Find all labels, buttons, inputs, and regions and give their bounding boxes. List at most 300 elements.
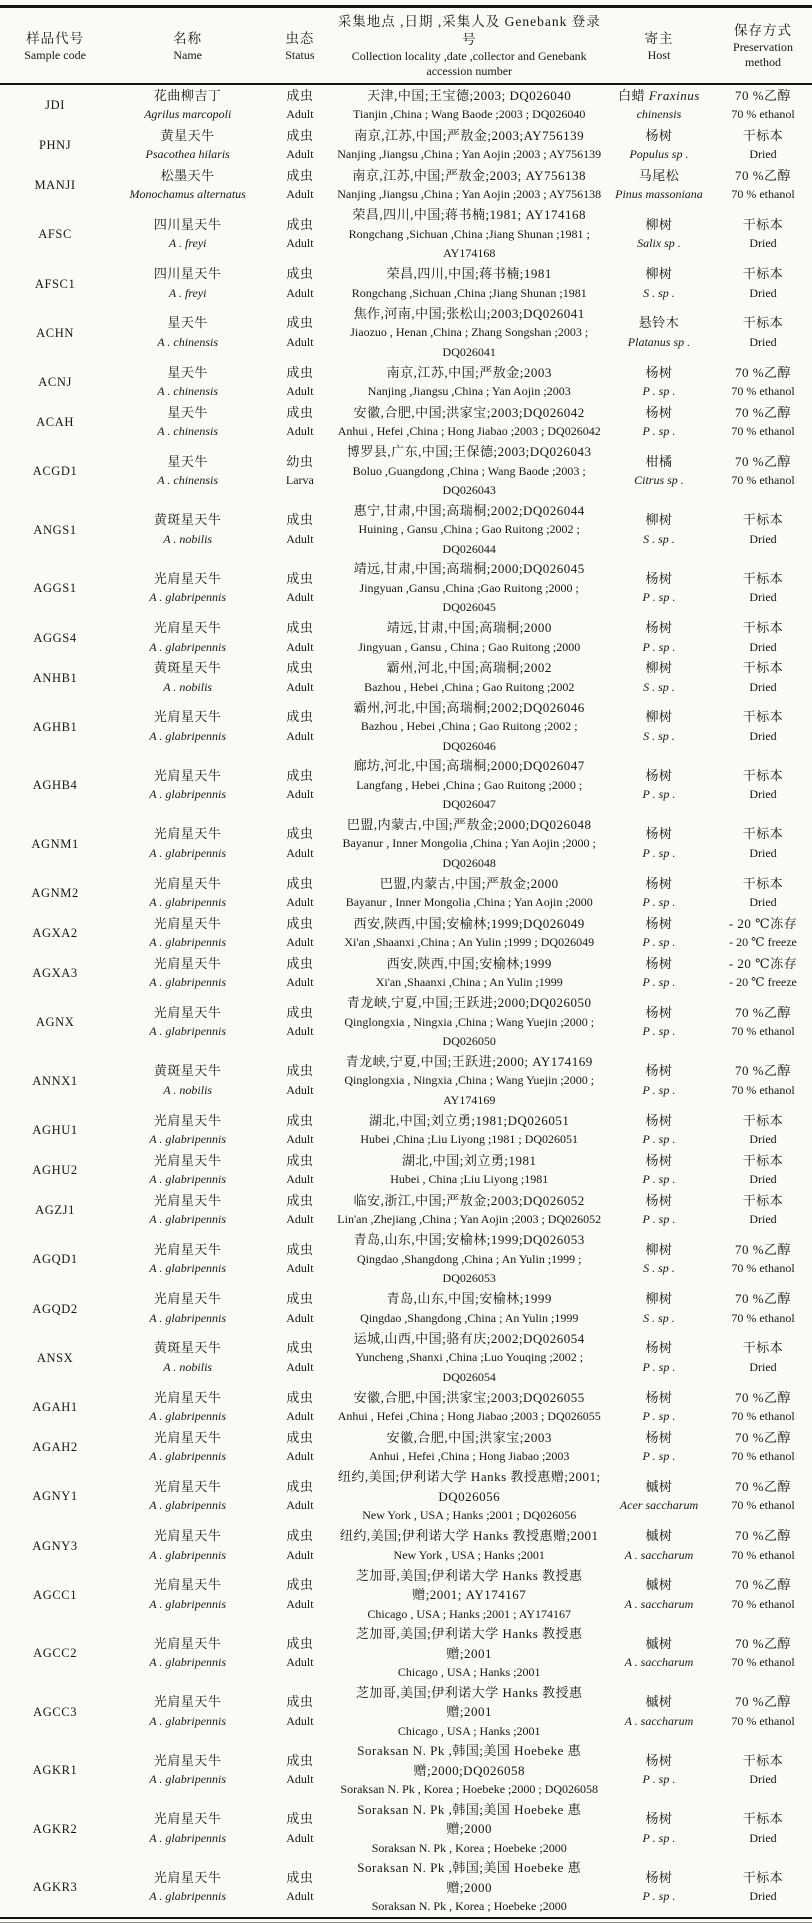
column-header-preservation: [714, 7, 812, 85]
host-cn: 柑橘: [645, 453, 673, 469]
sample-code: AGAH2: [32, 1440, 78, 1454]
preservation-cn: 干标本: [742, 1112, 784, 1128]
cell-name: [110, 165, 265, 205]
preservation-cn: 干标本: [742, 660, 784, 675]
name-latin: A . glabripennis: [149, 1132, 227, 1146]
sample-code: AGKR1: [32, 1763, 78, 1778]
cell-host: [604, 205, 714, 264]
host-cn: 柳树: [645, 266, 673, 281]
preservation-en: Dried: [749, 1172, 777, 1186]
cell-host: [604, 1427, 714, 1467]
status-en: Adult: [286, 1082, 314, 1097]
host-latin: P . sp .: [642, 384, 676, 398]
status-en: Adult: [286, 1310, 314, 1325]
cell-preservation: [714, 125, 812, 165]
preservation-cn: 干标本: [742, 767, 784, 783]
preservation-en: 70 % ethanol: [731, 1024, 795, 1039]
cell-host: [604, 993, 714, 1052]
status-cn: 成虫: [286, 1389, 314, 1405]
table-header: [0, 7, 812, 85]
name-latin: A . freyi: [168, 236, 207, 251]
cell-collection: [335, 1858, 604, 1918]
table-row: [0, 125, 812, 165]
preservation-cn: 70 %乙醇: [734, 87, 792, 103]
cell-status: [265, 1289, 334, 1329]
collection-en: Nanjing ,Jiangsu ,China ; Yan Aojin ;2003: [367, 384, 571, 398]
preservation-cn: 干标本: [742, 709, 784, 725]
status-cn: 成虫: [286, 1577, 314, 1593]
cell-collection: [335, 1190, 604, 1230]
cell-host: [604, 402, 714, 442]
name-latin: Psacothea hilaris: [145, 147, 230, 161]
preservation-cn: 干标本: [742, 620, 784, 635]
name-latin: A . glabripennis: [149, 1596, 227, 1611]
status-cn: 成虫: [286, 570, 314, 586]
cell-name: [110, 1190, 265, 1230]
cell-status: [265, 698, 334, 757]
specimen-table: [0, 5, 812, 1919]
status-cn: 成虫: [286, 87, 314, 103]
status-cn: 成虫: [286, 404, 314, 420]
status-cn: 成虫: [286, 1241, 314, 1257]
status-en: Adult: [286, 728, 314, 743]
preservation-en: Dried: [749, 1889, 777, 1904]
cell-collection: [335, 953, 604, 993]
name-cn: 光肩星天牛: [153, 1694, 222, 1710]
status-cn: 成虫: [286, 315, 314, 331]
cell-name: [110, 1427, 265, 1467]
header-sample-code-en: Sample code: [24, 47, 86, 62]
sample-code: AFSC: [38, 227, 72, 242]
cell-preservation: [714, 402, 812, 442]
name-latin: A . glabripennis: [149, 728, 227, 743]
name-latin: A . glabripennis: [149, 639, 227, 654]
cell-preservation: [714, 1741, 812, 1800]
host-cn: 槭树: [645, 1635, 673, 1651]
status-cn: 幼虫: [286, 453, 314, 469]
cell-collection: [335, 1624, 604, 1683]
table-body: [0, 84, 812, 1918]
status-en: Adult: [286, 107, 314, 121]
cell-preservation: [714, 1329, 812, 1388]
cell-preservation: [714, 559, 812, 618]
name-cn: 光肩星天牛: [153, 1192, 222, 1208]
collection-cn: 霸州,河北,中国;高瑞桐;2002: [386, 660, 552, 675]
cell-preservation: [714, 264, 812, 304]
cell-name: [110, 815, 265, 874]
sample-code: AGAH1: [32, 1400, 78, 1414]
cell-sample-code: [0, 1566, 110, 1625]
cell-collection: [335, 993, 604, 1052]
collection-en: Jiaozuo , Henan ,China ; Zhang Songshan ;2003 ; DQ026041: [350, 325, 589, 359]
host-latin: Pinus massoniana: [615, 187, 703, 201]
preservation-en: Dried: [749, 679, 777, 694]
table-row: [0, 304, 812, 363]
name-latin: A . glabripennis: [149, 1713, 227, 1728]
cell-preservation: [714, 304, 812, 363]
name-cn: 光肩星天牛: [153, 1112, 222, 1128]
collection-cn: Soraksan N. Pk ,韩国;美国 Hoebeke 惠赠;2000;DQ026058: [357, 1743, 582, 1778]
table-row: [0, 658, 812, 698]
preservation-en: 70 % ethanol: [731, 1596, 795, 1611]
cell-collection: [335, 264, 604, 304]
cell-preservation: [714, 1624, 812, 1683]
cell-name: [110, 698, 265, 757]
status-cn: 成虫: [286, 955, 314, 971]
cell-host: [604, 618, 714, 658]
cell-collection: [335, 304, 604, 363]
cell-status: [265, 815, 334, 874]
cell-sample-code: [0, 1741, 110, 1800]
name-latin: A . chinensis: [157, 334, 219, 349]
status-en: Adult: [286, 1772, 314, 1787]
cell-name: [110, 442, 265, 501]
preservation-cn: 70 %乙醇: [734, 1291, 792, 1306]
table-row: [0, 1052, 812, 1111]
name-cn: 光肩星天牛: [153, 1389, 222, 1405]
collection-cn: 廊坊,河北,中国;高瑞桐;2000;DQ026047: [353, 758, 585, 773]
host-cn: 杨树: [645, 364, 673, 380]
sample-code: AGXA2: [32, 926, 78, 940]
name-cn: 黄斑星天牛: [153, 660, 222, 675]
status-en: Adult: [286, 1261, 314, 1276]
cell-sample-code: [0, 1858, 110, 1918]
status-en: Adult: [286, 1498, 314, 1513]
sample-code: ACAH: [36, 415, 74, 429]
name-cn: 星天牛: [167, 315, 208, 331]
status-en: Adult: [286, 1172, 314, 1186]
cell-host: [604, 913, 714, 953]
cell-status: [265, 953, 334, 993]
name-latin: A . glabripennis: [149, 845, 227, 860]
status-en: Adult: [286, 187, 314, 201]
name-cn: 光肩星天牛: [153, 875, 222, 891]
cell-status: [265, 165, 334, 205]
cell-sample-code: [0, 993, 110, 1052]
status-cn: 成虫: [286, 512, 314, 528]
sample-code: AGHB4: [32, 778, 78, 793]
status-en: Adult: [286, 590, 314, 605]
preservation-en: 70 % ethanol: [731, 1498, 795, 1513]
cell-collection: [335, 84, 604, 125]
status-cn: 成虫: [286, 1811, 314, 1827]
cell-status: [265, 362, 334, 402]
cell-host: [604, 815, 714, 874]
collection-en: Jingyuan ,Gansu ,China ;Gao Ruitong ;2000 ; DQ026045: [359, 580, 579, 614]
cell-sample-code: [0, 84, 110, 125]
cell-name: [110, 304, 265, 363]
table-row: [0, 993, 812, 1052]
cell-preservation: [714, 953, 812, 993]
host-latin: chinensis: [636, 107, 682, 121]
cell-status: [265, 1110, 334, 1150]
cell-sample-code: [0, 165, 110, 205]
collection-cn: 南京,江苏,中国;严敖金;2003;AY756139: [354, 127, 585, 143]
cell-host: [604, 1052, 714, 1111]
cell-preservation: [714, 362, 812, 402]
header-preservation-cn: 保存方式: [734, 23, 793, 38]
preservation-en: - 20 ℃ freeze: [729, 975, 797, 989]
cell-preservation: [714, 1467, 812, 1526]
cell-status: [265, 993, 334, 1052]
sample-code: PHNJ: [38, 138, 72, 152]
cell-name: [110, 913, 265, 953]
preservation-en: 70 % ethanol: [731, 1261, 795, 1276]
cell-preservation: [714, 165, 812, 205]
name-latin: A . glabripennis: [149, 1409, 227, 1423]
column-header-name: [110, 7, 265, 85]
cell-host: [604, 698, 714, 757]
name-latin: A . glabripennis: [149, 787, 227, 802]
host-cn: 杨树: [645, 1192, 673, 1208]
cell-host: [604, 1289, 714, 1329]
host-latin: P . sp .: [642, 1359, 676, 1374]
cell-status: [265, 618, 334, 658]
cell-host: [604, 362, 714, 402]
host-latin: P . sp .: [642, 1024, 676, 1039]
name-latin: A . freyi: [168, 285, 207, 300]
name-latin: A . nobilis: [163, 1082, 213, 1097]
name-latin: A . glabripennis: [149, 895, 227, 909]
table-row: [0, 264, 812, 304]
table-row: [0, 501, 812, 560]
status-en: Adult: [286, 236, 314, 251]
cell-sample-code: [0, 658, 110, 698]
host-cn: 杨树: [645, 1811, 673, 1827]
collection-cn: 西安,陕西,中国;安榆林;1999: [386, 955, 552, 971]
preservation-cn: 70 %乙醇: [734, 1635, 792, 1651]
cell-sample-code: [0, 756, 110, 815]
host-cn: 柳树: [645, 1241, 673, 1257]
cell-name: [110, 1467, 265, 1526]
sample-code: ACGD1: [32, 464, 78, 479]
cell-status: [265, 1329, 334, 1388]
name-latin: A . glabripennis: [149, 1449, 227, 1463]
collection-en: New York , USA ; Hanks ;2001: [393, 1547, 545, 1562]
cell-status: [265, 1387, 334, 1427]
collection-cn: 天津,中国;王宝德;2003; DQ026040: [367, 87, 572, 103]
cell-name: [110, 1624, 265, 1683]
table-row: [0, 402, 812, 442]
preservation-en: Dried: [749, 590, 777, 605]
host-latin: Salix sp .: [637, 236, 681, 251]
table-row: [0, 1110, 812, 1150]
name-cn: 光肩星天牛: [153, 1528, 222, 1543]
cell-name: [110, 1329, 265, 1388]
collection-cn: Soraksan N. Pk ,韩国;美国 Hoebeke 惠赠;2000: [357, 1801, 582, 1836]
status-cn: 成虫: [286, 1004, 314, 1020]
header-collection-en: Collection locality ,date ,collector and Genebank accession number: [351, 49, 587, 78]
cell-status: [265, 913, 334, 953]
collection-cn: Soraksan N. Pk ,韩国;美国 Hoebeke 惠赠;2000: [357, 1860, 582, 1895]
host-cn: 杨树: [645, 1063, 673, 1079]
cell-name: [110, 618, 265, 658]
host-latin: P . sp .: [642, 1830, 676, 1845]
cell-collection: [335, 913, 604, 953]
preservation-en: 70 % ethanol: [731, 1713, 795, 1728]
sample-code: AGHU1: [32, 1123, 78, 1137]
name-cn: 光肩星天牛: [153, 1291, 222, 1306]
cell-host: [604, 1190, 714, 1230]
name-cn: 光肩星天牛: [153, 1811, 222, 1827]
cell-collection: [335, 1387, 604, 1427]
cell-name: [110, 402, 265, 442]
cell-preservation: [714, 1566, 812, 1625]
name-cn: 光肩星天牛: [153, 1752, 222, 1768]
name-latin: A . glabripennis: [149, 975, 227, 989]
name-cn: 黄斑星天牛: [153, 1340, 222, 1356]
name-cn: 黄斑星天牛: [153, 1063, 222, 1079]
collection-cn: 青岛,山东,中国;安榆林;1999;DQ026053: [353, 1232, 585, 1247]
status-en: Adult: [286, 285, 314, 300]
cell-status: [265, 559, 334, 618]
table-row: [0, 362, 812, 402]
status-cn: 成虫: [286, 826, 314, 842]
collection-en: Qingdao ,Shangdong ,China ; An Yulin ;1999: [360, 1310, 579, 1325]
cell-host: [604, 1566, 714, 1625]
name-cn: 黄星天牛: [160, 127, 215, 143]
cell-sample-code: [0, 264, 110, 304]
preservation-en: Dried: [749, 285, 777, 300]
table-row: [0, 165, 812, 205]
header-host-en: Host: [647, 47, 671, 62]
host-cn: 杨树: [645, 915, 673, 931]
cell-collection: [335, 165, 604, 205]
preservation-cn: 70 %乙醇: [734, 1577, 792, 1593]
host-cn: 槭树: [645, 1577, 673, 1593]
host-cn: 杨树: [645, 875, 673, 891]
status-cn: 成虫: [286, 1291, 314, 1306]
sample-code: AGCC1: [33, 1587, 78, 1602]
cell-collection: [335, 402, 604, 442]
header-host-cn: 寄主: [644, 30, 674, 46]
preservation-cn: 70 %乙醇: [734, 453, 792, 469]
status-en: Adult: [286, 1409, 314, 1423]
cell-collection: [335, 1800, 604, 1859]
collection-en: Huining , Gansu ,China ; Gao Ruitong ;2002 ; DQ026044: [358, 522, 580, 556]
host-cn: 柳树: [645, 216, 673, 232]
cell-status: [265, 1190, 334, 1230]
cell-preservation: [714, 618, 812, 658]
collection-en: Bazhou , Hebei ,China ; Gao Ruitong ;2002 ; DQ026046: [360, 719, 578, 753]
host-latin: S . sp .: [643, 728, 675, 743]
table-row: [0, 442, 812, 501]
header-preservation-en: Preservation method: [733, 40, 793, 69]
preservation-cn: 70 %乙醇: [734, 404, 792, 420]
name-latin: A . chinensis: [157, 424, 219, 438]
cell-collection: [335, 1289, 604, 1329]
collection-cn: 安徽,合肥,中国;洪家宝;2003;DQ026055: [353, 1389, 585, 1405]
cell-preservation: [714, 873, 812, 913]
cell-preservation: [714, 1150, 812, 1190]
name-cn: 光肩星天牛: [153, 767, 222, 783]
host-latin: Populus sp .: [629, 147, 689, 161]
name-latin: A . glabripennis: [149, 1889, 227, 1904]
status-cn: 成虫: [286, 620, 314, 635]
host-latin: P . sp .: [642, 1172, 676, 1186]
preservation-cn: 70 %乙醇: [734, 167, 792, 183]
cell-sample-code: [0, 125, 110, 165]
cell-name: [110, 756, 265, 815]
table-row: [0, 698, 812, 757]
cell-host: [604, 756, 714, 815]
cell-sample-code: [0, 1800, 110, 1859]
cell-sample-code: [0, 698, 110, 757]
cell-preservation: [714, 1387, 812, 1427]
cell-sample-code: [0, 559, 110, 618]
collection-en: Chicago , USA ; Hanks ;2001: [397, 1723, 541, 1738]
header-name-cn: 名称: [173, 30, 203, 46]
preservation-cn: 干标本: [742, 826, 784, 842]
sample-code: AGXA3: [32, 966, 78, 980]
sample-code: AGNX: [35, 1015, 75, 1030]
host-cn: 悬铃木: [638, 315, 680, 331]
status-cn: 成虫: [286, 1528, 314, 1543]
cell-preservation: [714, 1289, 812, 1329]
cell-preservation: [714, 1683, 812, 1742]
collection-en: Chicago , USA ; Hanks ;2001: [397, 1665, 541, 1679]
cell-host: [604, 165, 714, 205]
sample-code: AGGS4: [33, 630, 77, 645]
name-latin: A . glabripennis: [149, 1261, 227, 1276]
name-cn: 松墨天牛: [160, 167, 215, 183]
status-cn: 成虫: [286, 1752, 314, 1768]
collection-en: Anhui , Hefei ,China ; Hong Jiabao ;2003: [369, 1449, 570, 1463]
cell-sample-code: [0, 618, 110, 658]
sample-code: AGZJ1: [35, 1203, 75, 1217]
cell-sample-code: [0, 442, 110, 501]
cell-status: [265, 1467, 334, 1526]
preservation-cn: 干标本: [742, 127, 784, 143]
name-latin: A . chinensis: [157, 473, 219, 488]
name-latin: A . glabripennis: [149, 1547, 227, 1562]
host-cn: 杨树: [645, 767, 673, 783]
cell-status: [265, 1052, 334, 1111]
preservation-en: Dried: [749, 845, 777, 860]
collection-en: Chicago , USA ; Hanks ;2001 ; AY174167: [367, 1606, 571, 1621]
cell-host: [604, 658, 714, 698]
header-collection-cn: 采集地点 ,日期 ,采集人及 Genebank 登录号: [337, 14, 601, 47]
cell-collection: [335, 1329, 604, 1388]
status-en: Adult: [286, 1713, 314, 1728]
collection-en: Lin'an ,Zhejiang ,China ; Yan Aojin ;2003 ; DQ026052: [337, 1212, 602, 1226]
status-cn: 成虫: [286, 364, 314, 380]
cell-sample-code: [0, 1052, 110, 1111]
name-latin: A . glabripennis: [149, 1172, 227, 1186]
cell-host: [604, 873, 714, 913]
preservation-en: Dried: [749, 147, 777, 161]
table-row: [0, 873, 812, 913]
preservation-cn: 干标本: [742, 1152, 784, 1168]
name-cn: 光肩星天牛: [153, 1004, 222, 1020]
status-en: Adult: [286, 895, 314, 909]
cell-sample-code: [0, 953, 110, 993]
name-latin: A . glabripennis: [149, 590, 227, 605]
collection-cn: 焦作,河南,中国;张松山;2003;DQ026041: [353, 305, 585, 321]
sample-code: AFSC1: [34, 276, 76, 291]
host-cn: 杨树: [645, 826, 673, 842]
host-latin: P . sp .: [642, 1132, 676, 1146]
preservation-cn: 70 %乙醇: [734, 1528, 792, 1543]
name-cn: 黄斑星天牛: [153, 512, 222, 528]
collection-en: Rongchang ,Sichuan ,China ;Jiang Shunan ;1981: [351, 285, 587, 300]
name-latin: A . glabripennis: [149, 1024, 227, 1039]
collection-en: Qinglongxia , Ningxia ,China ; Wang Yuejin ;2000 ; AY174169: [344, 1073, 595, 1107]
status-cn: 成虫: [286, 1635, 314, 1651]
sample-code: ANSX: [36, 1350, 74, 1365]
table-row: [0, 1329, 812, 1388]
status-en: Adult: [286, 679, 314, 694]
